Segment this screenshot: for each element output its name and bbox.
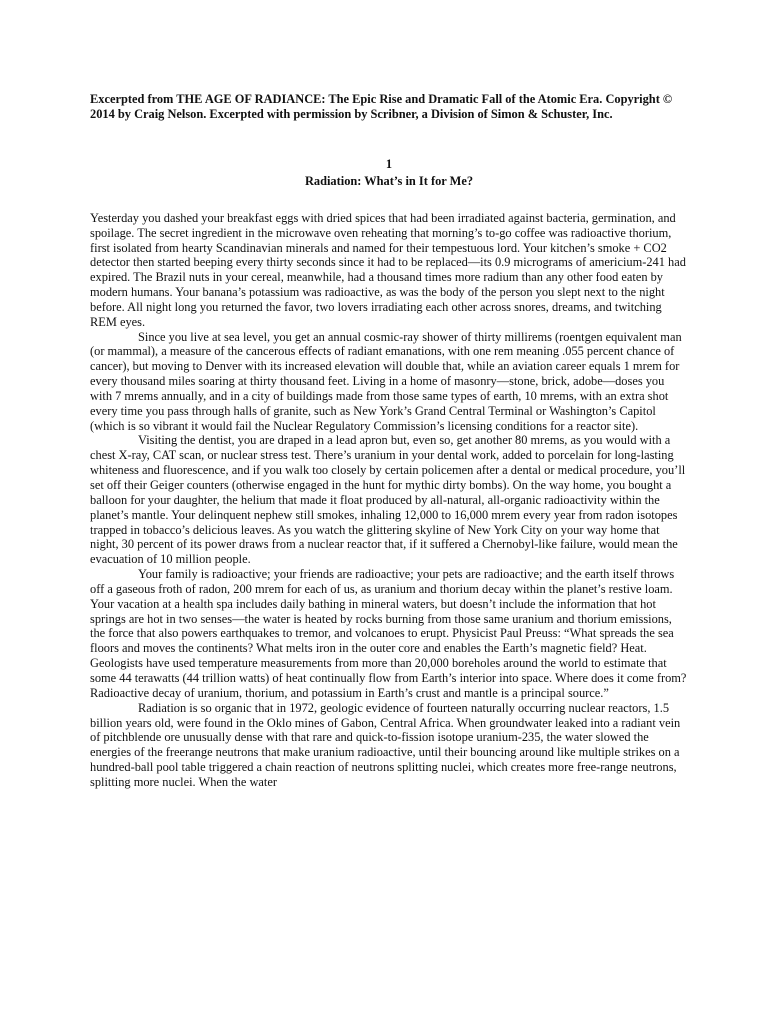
- body-paragraph-2: Since you live at sea level, you get an annual cosmic-ray shower of thirty millirems (roentgen equivalent man (or mammal), a measure of the cancerous effects of radiant emanations, with one rem meaning .055 percent chance of cancer), but moving to Denver with its increased elevation will double that, while an aviation career equals 1 mrem for every thousand miles soaring at thirty thousand feet. Living in a home of masonry—stone, brick, adobe—doses you with 7 mrems annually, and in a city of buildings made from those same types of earth, 10 mrems, with an extra shot every time you pass through halls of granite, such as New York’s Grand Central Terminal or Washington’s Capitol (which is so vibrant it would fail the Nuclear Regulatory Commission’s licensing conditions for a reactor site).: [90, 329, 682, 433]
- body-paragraph-4: Your family is radioactive; your friends are radioactive; your pets are radioactive; and the earth itself throws off a gaseous froth of radon, 200 mrem for each of us, as uranium and thorium decay within the planet’s restive loam. Your vacation at a health spa includes daily bathing in mineral waters, but doesn’t include the information that hot springs are hot in two senses—the water is heated by rocks burning from those same uranium and thorium emissions, the force that also powers earthquakes to tremor, and volcanoes to erupt. Physicist Paul Preuss: “What spreads the sea floors and moves the continents? What melts iron in the outer core and enables the Earth’s magnetic field? Heat. Geologists have used temperature measurements from more than 20,000 boreholes around the world to estimate that some 44 terawatts (44 trillion watts) of heat continually flow from Earth’s interior into space. Where does it come from? Radioactive decay of uranium, thorium, and potassium in Earth’s crust and mantle is a principal source.”: [90, 567, 687, 700]
- body-paragraph-3: Visiting the dentist, you are draped in a lead apron but, even so, get another 80 mrems, as you would with a chest X-ray, CAT scan, or nuclear stress test. There’s uranium in your dental work, added to porcelain for long-lasting whiteness and fluorescence, and if you walk too closely by certain policemen after a dental or medical procedure, you’ll set off their Geiger counters (otherwise engaged in the hunt for mythic dirty bombs). On the way home, you bought a balloon for your daughter, the helium that made it float produced by all-natural, all-organic radioactivity within the planet’s mantle. Your delinquent nephew still smokes, inhaling 12,000 to 16,000 mrem every year from radon isotopes trapped in tobacco’s delicious leaves. As you watch the glittering skyline of New York City on your way home that night, 30 percent of its power draws from a nuclear reactor that, if it suffered a Chernobyl-like failure, would mean the evacuation of 10 million people.: [90, 433, 686, 567]
- chapter-title: Radiation: What’s in It for Me?: [304, 173, 474, 188]
- chapter-number: 1: [385, 156, 393, 171]
- copyright-notice: Excerpted from THE AGE OF RADIANCE: The Epic Rise and Dramatic Fall of the Atomic Era. Copyright © 2014 by Craig Nelson. Excerpted with permission by Scribner, a Division of Simon & Schuster, Inc.: [90, 92, 673, 122]
- body-paragraph-5: Radiation is so organic that in 1972, geologic evidence of fourteen naturally occurring nuclear reactors, 1.5 billion years old, were found in the Oklo mines of Gabon, Central Africa. When groundwater leaked into a radiant vein of pitchblende ore unusually dense with that rare and quick-to-fission isotope uranium-235, the water slowed the energies of the freerange neutrons that make uranium radioactive, until their bouncing around like multiple strikes on a hundred-ball pool table triggered a chain reaction of neutrons splitting nuclei, which creates more free-range neutrons, splitting more nuclei. When the water: [90, 700, 681, 789]
- body-paragraph-1: Yesterday you dashed your breakfast eggs with dried spices that had been irradiated against bacteria, germination, and spoilage. The secret ingredient in the microwave oven reheating that morning’s to-go coffee was radioactive thorium, first isolated from hearty Scandinavian minerals and named for their tempestuous lord. Your kitchen’s smoke + CO2 detector then started beeping every thirty seconds since it had to be replaced—its 0.9 micrograms of americium-241 had expired. The Brazil nuts in your cereal, meanwhile, had a thousand times more radium than any other food eaten by modern humans. Your banana’s potassium was radioactive, as was the body of the person you slept next to the night before. All night long you returned the favor, two lovers irradiating each other across snores, dreams, and twitching REM eyes.: [90, 210, 686, 329]
- document-page: [90, 92, 688, 790]
- chapter-body: [90, 211, 688, 790]
